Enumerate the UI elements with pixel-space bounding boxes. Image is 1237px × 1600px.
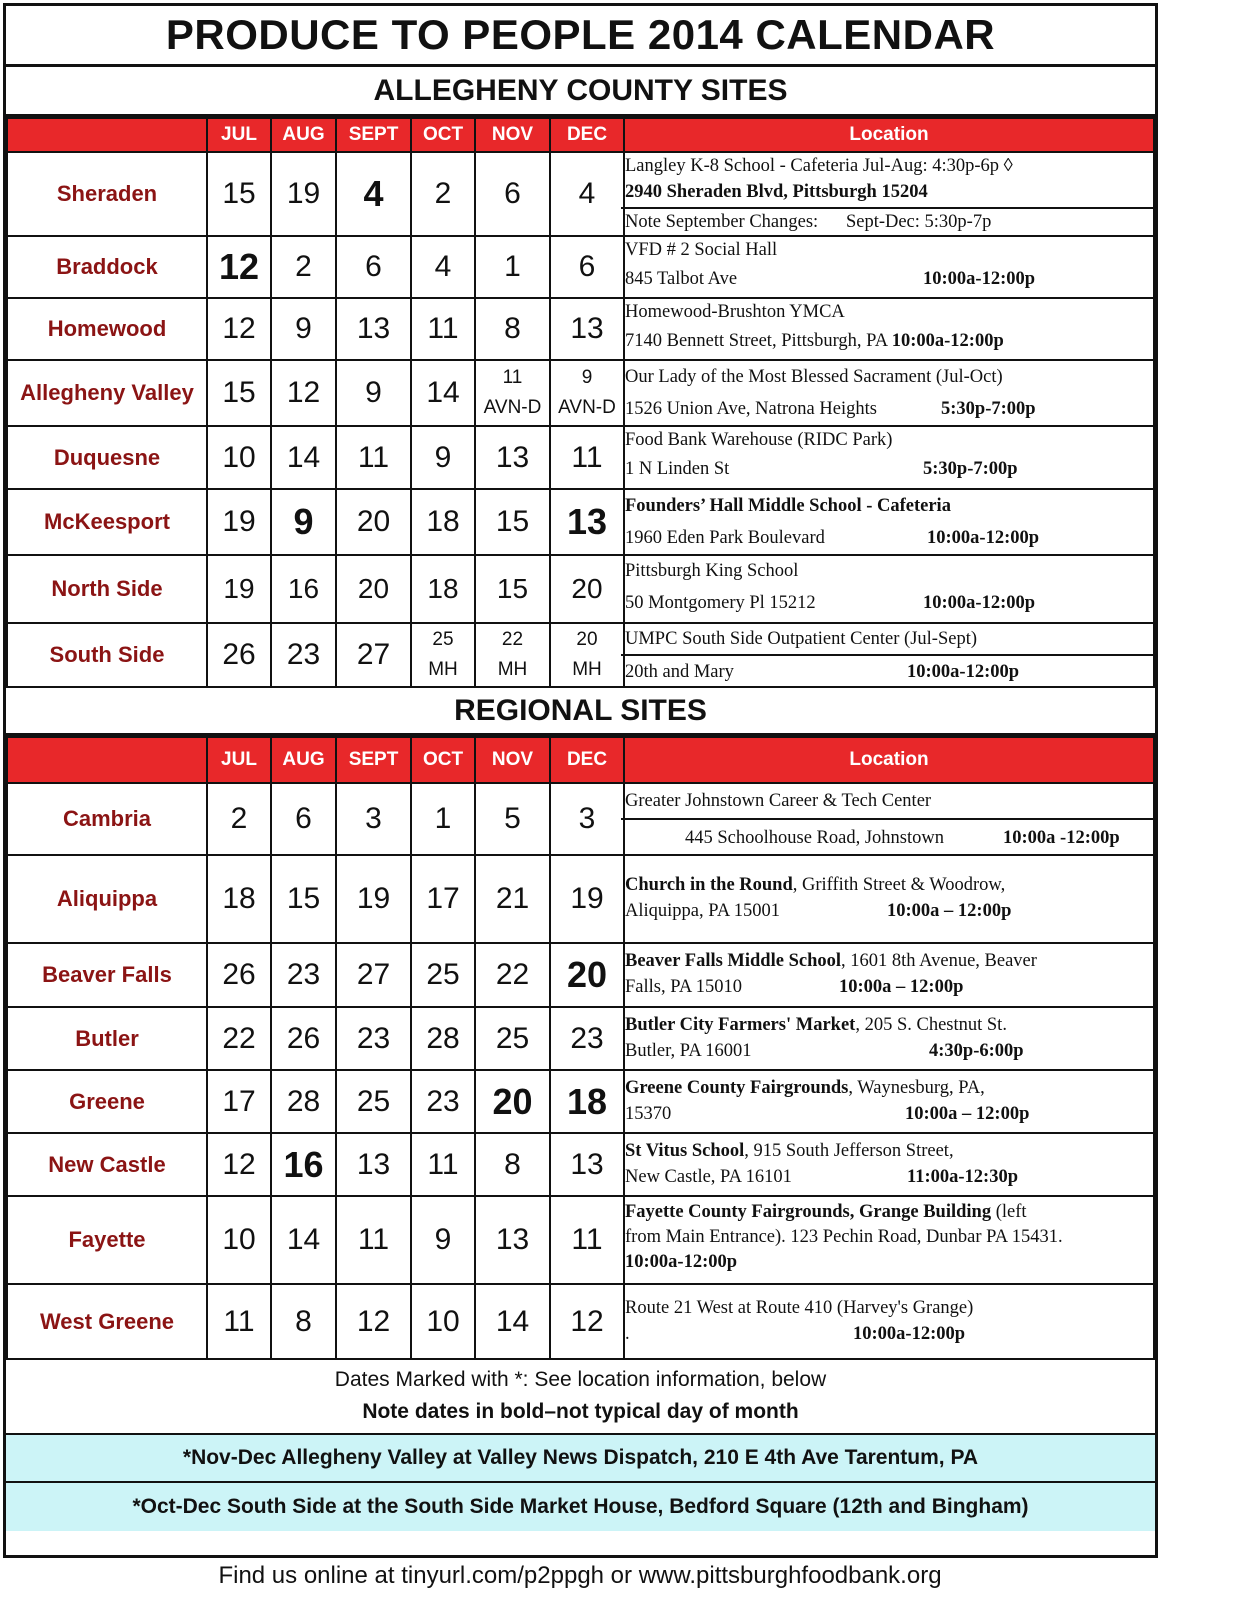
location-line-wrap — [625, 1101, 1153, 1127]
month-header: OCT — [411, 118, 475, 152]
time: 10:00a-12:00p — [853, 1324, 966, 1344]
date-cell: 6 — [550, 236, 624, 298]
date-cell: 13 — [475, 426, 550, 489]
date-cell: 14 — [271, 426, 336, 489]
date-cell: 11 — [550, 1196, 624, 1284]
location-line: Route 21 West at Route 410 (Harvey's Grange) — [625, 1298, 974, 1318]
location-header: Location — [624, 118, 1154, 152]
location-line: 1960 Eden Park Boulevard — [625, 528, 825, 548]
location-line: , Waynesburg, PA, — [848, 1078, 985, 1098]
site-row — [7, 1284, 1154, 1359]
location-line: , Griffith Street & Woodrow, — [792, 875, 1006, 895]
location-line: 845 Talbot Ave — [625, 269, 738, 289]
date-cell: 25 — [475, 1007, 550, 1070]
regional-section-title: REGIONAL SITES — [6, 688, 1155, 736]
date-cell: 9 — [411, 426, 475, 489]
date-cell: 11 — [336, 1196, 411, 1284]
date-cell: 26 — [207, 943, 271, 1007]
time: Sept-Dec: 5:30p-7p — [845, 212, 992, 232]
location-line-wrap — [625, 872, 1153, 898]
month-header: NOV — [475, 118, 550, 152]
date-cell: 15 — [207, 360, 271, 426]
location-line-wrap — [625, 325, 1153, 357]
page-title: PRODUCE TO PEOPLE 2014 CALENDAR — [6, 6, 1155, 67]
site-name: Homewood — [7, 298, 207, 360]
date-cell: 20 — [336, 489, 411, 555]
date-cell: 26 — [207, 623, 271, 687]
date-cell: 1 — [475, 236, 550, 298]
allegheny-section-title: ALLEGHENY COUNTY SITES — [6, 67, 1155, 117]
location-header: Location — [624, 737, 1154, 783]
location-line-wrap — [625, 586, 1153, 618]
date-cell: 15 — [271, 855, 336, 943]
location-line: 1 N Linden St — [625, 459, 730, 479]
date-cell — [475, 360, 550, 426]
site-row — [7, 1070, 1154, 1133]
allegheny-header-row — [7, 118, 1154, 152]
location-line-wrap — [621, 654, 1157, 686]
location-line: 50 Montgomery Pl 15212 — [625, 593, 816, 613]
date-cell: 16 — [271, 555, 336, 623]
date-cell — [550, 360, 624, 426]
location-line: 1526 Union Ave, Natrona Heights — [625, 399, 877, 419]
time: 10:00a-12:00p — [625, 1252, 738, 1272]
site-name: Allegheny Valley — [7, 360, 207, 426]
location-line-wrap — [625, 974, 1153, 1000]
location-line: Food Bank Warehouse (RIDC Park) — [625, 430, 893, 450]
location-cell — [624, 555, 1154, 623]
location-cell — [624, 855, 1154, 943]
allegheny-table — [6, 117, 1155, 688]
date-cell: 12 — [550, 1284, 624, 1359]
location-line: , 915 South Jefferson Street, — [744, 1141, 954, 1161]
date-note: AVN-D — [558, 397, 616, 418]
site-name: Braddock — [7, 236, 207, 298]
site-name: Aliquippa — [7, 855, 207, 943]
site-row — [7, 555, 1154, 623]
date-cell: 9 — [336, 360, 411, 426]
location-line: Greater Johnstown Career & Tech Center — [625, 791, 932, 811]
month-header: AUG — [271, 737, 336, 783]
date-cell: 25 — [336, 1070, 411, 1133]
month-header: SEPT — [336, 118, 411, 152]
date-cell: 13 — [336, 298, 411, 360]
date-cell: 12 — [207, 298, 271, 360]
location-line-wrap — [625, 1012, 1153, 1038]
location-line-wrap — [625, 1200, 1153, 1225]
location-line-wrap — [625, 1075, 1153, 1101]
date-note: MH — [497, 659, 528, 680]
date-cell: 4 — [550, 152, 624, 236]
location-cell — [624, 489, 1154, 555]
date-cell: 15 — [207, 152, 271, 236]
location-cell — [624, 623, 1154, 687]
location-line-wrap — [625, 522, 1153, 552]
location-line: , 205 S. Chestnut St. — [855, 1015, 1007, 1035]
location-cell — [624, 783, 1154, 855]
date-cell: 8 — [271, 1284, 336, 1359]
date-cell: 15 — [475, 555, 550, 623]
month-header: JUL — [207, 118, 271, 152]
time: 10:00a-12:00p — [923, 593, 1036, 613]
location-line: 20th and Mary — [625, 662, 734, 682]
date-note: AVN-D — [483, 397, 542, 418]
site-row — [7, 360, 1154, 426]
date-cell: 22 — [475, 943, 550, 1007]
date-cell: 18 — [411, 489, 475, 555]
date-cell: 2 — [207, 783, 271, 855]
location-note — [621, 207, 1157, 235]
date-cell: 28 — [271, 1070, 336, 1133]
date-cell: 9 — [271, 489, 336, 555]
date-cell: 13 — [550, 1133, 624, 1196]
location-line-wrap — [625, 1321, 1153, 1347]
date-cell: 14 — [475, 1284, 550, 1359]
site-name: South Side — [7, 623, 207, 687]
time: 10:00a-12:00p — [923, 269, 1036, 289]
date-cell: 4 — [336, 152, 411, 236]
location-cell — [624, 1133, 1154, 1196]
date-cell: 11 — [207, 1284, 271, 1359]
date-cell: 5 — [475, 783, 550, 855]
regional-header-row — [7, 737, 1154, 783]
date-note: MH — [428, 659, 458, 680]
date-note: MH — [572, 659, 602, 680]
date-cell: 6 — [475, 152, 550, 236]
location-name: Fayette County Fairgrounds, Grange Building — [625, 1202, 992, 1222]
date-cell: 1 — [411, 783, 475, 855]
site-row — [7, 623, 1154, 687]
date-cell: 10 — [207, 1196, 271, 1284]
date-cell: 22 — [207, 1007, 271, 1070]
date-cell: 23 — [411, 1070, 475, 1133]
date-cell: 17 — [411, 855, 475, 943]
site-row — [7, 236, 1154, 298]
site-row — [7, 943, 1154, 1007]
time: 10:00a-12:00p — [907, 662, 1020, 682]
date-cell: 19 — [271, 152, 336, 236]
location-line: (left — [991, 1202, 1027, 1222]
date-cell: 20 — [550, 943, 624, 1007]
site-name: Beaver Falls — [7, 943, 207, 1007]
site-name: West Greene — [7, 1284, 207, 1359]
date-value: 25 — [432, 629, 454, 650]
site-row — [7, 1196, 1154, 1284]
regional-table — [6, 736, 1155, 1360]
date-cell: 23 — [550, 1007, 624, 1070]
time: 10:00a – 12:00p — [905, 1104, 1030, 1124]
date-cell: 6 — [271, 783, 336, 855]
location-line: , 1601 8th Avenue, Beaver — [841, 951, 1037, 971]
location-line: . — [625, 1324, 630, 1344]
location-name: Church in the Round — [625, 875, 793, 895]
site-name: Greene — [7, 1070, 207, 1133]
date-cell: 15 — [475, 489, 550, 555]
site-row — [7, 489, 1154, 555]
location-name: Beaver Falls Middle School — [625, 951, 842, 971]
date-cell: 2 — [271, 236, 336, 298]
location-line: Falls, PA 15010 — [625, 977, 743, 997]
location-line: Founders’ Hall Middle School - Cafeteria — [625, 496, 951, 516]
location-cell — [624, 943, 1154, 1007]
date-cell: 19 — [550, 855, 624, 943]
location-line-wrap — [625, 393, 1153, 423]
calendar-sheet — [3, 3, 1158, 1558]
location-cell — [624, 426, 1154, 489]
site-name: Cambria — [7, 783, 207, 855]
date-cell: 3 — [336, 783, 411, 855]
location-line: 445 Schoolhouse Road, Johnstown — [685, 828, 944, 848]
month-header: DEC — [550, 118, 624, 152]
month-header: AUG — [271, 118, 336, 152]
date-cell — [475, 623, 550, 687]
time: 10:00a-12:00p — [927, 528, 1040, 548]
date-cell: 26 — [271, 1007, 336, 1070]
date-cell: 23 — [271, 623, 336, 687]
location-name: Greene County Fairgrounds — [625, 1078, 849, 1098]
date-cell: 18 — [207, 855, 271, 943]
date-cell: 10 — [411, 1284, 475, 1359]
date-cell: 6 — [336, 236, 411, 298]
date-cell: 13 — [336, 1133, 411, 1196]
date-cell: 18 — [550, 1070, 624, 1133]
date-cell: 19 — [207, 555, 271, 623]
location-cell — [624, 360, 1154, 426]
site-name: New Castle — [7, 1133, 207, 1196]
date-cell: 19 — [336, 855, 411, 943]
location-line-wrap — [625, 898, 1153, 924]
month-header: JUL — [207, 737, 271, 783]
time: 10:00a-12:00p — [891, 331, 1004, 351]
time: 10:00a – 12:00p — [887, 901, 1012, 921]
location-line: Butler, PA 16001 — [625, 1041, 752, 1061]
date-cell: 11 — [411, 298, 475, 360]
date-cell: 21 — [475, 855, 550, 943]
date-cell: 20 — [475, 1070, 550, 1133]
time: 11:00a-12:30p — [907, 1167, 1018, 1187]
time: 4:30p-6:00p — [929, 1041, 1024, 1061]
date-cell — [411, 623, 475, 687]
location-line-wrap — [625, 263, 1153, 293]
note-text: Note September Changes: — [625, 212, 819, 232]
location-line-wrap — [625, 948, 1153, 974]
date-cell: 25 — [411, 943, 475, 1007]
header-blank — [7, 118, 207, 152]
site-name: McKeesport — [7, 489, 207, 555]
date-cell: 20 — [336, 555, 411, 623]
footnote-south-side: *Oct-Dec South Side at the South Side Market House, Bedford Square (12th and Bingham) — [6, 1483, 1155, 1531]
location-cell — [624, 1070, 1154, 1133]
location-line: from Main Entrance). 123 Pechin Road, Dunbar PA 15431. — [625, 1227, 1063, 1247]
location-line: Our Lady of the Most Blessed Sacrament (Jul-Oct) — [625, 367, 1003, 387]
date-cell — [550, 623, 624, 687]
site-name: North Side — [7, 555, 207, 623]
date-cell: 11 — [336, 426, 411, 489]
footnote-allegheny-valley: *Nov-Dec Allegheny Valley at Valley News Dispatch, 210 E 4th Ave Tarentum, PA — [6, 1435, 1155, 1483]
date-cell: 12 — [336, 1284, 411, 1359]
site-row — [7, 152, 1154, 236]
location-line-wrap — [625, 1038, 1153, 1064]
month-header: NOV — [475, 737, 550, 783]
date-cell: 9 — [411, 1196, 475, 1284]
site-name: Fayette — [7, 1196, 207, 1284]
site-row — [7, 855, 1154, 943]
date-cell: 12 — [207, 236, 271, 298]
location-cell — [624, 1007, 1154, 1070]
location-cell — [624, 298, 1154, 360]
time: 5:30p-7:00p — [923, 459, 1018, 479]
location-cell — [624, 1196, 1154, 1284]
location-cell — [624, 1284, 1154, 1359]
location-line-wrap — [625, 453, 1153, 483]
date-cell: 17 — [207, 1070, 271, 1133]
site-name: Duquesne — [7, 426, 207, 489]
date-cell: 10 — [207, 426, 271, 489]
date-cell: 27 — [336, 623, 411, 687]
notes-line-2: Note dates in bold–not typical day of month — [362, 1400, 799, 1423]
location-line: Pittsburgh King School — [625, 561, 799, 581]
date-cell: 13 — [550, 298, 624, 360]
footer-website: Find us online at tinyurl.com/p2ppgh or www.pittsburghfoodbank.org — [218, 1562, 942, 1589]
site-row — [7, 1133, 1154, 1196]
date-cell: 23 — [336, 1007, 411, 1070]
location-line: Homewood-Brushton YMCA — [625, 302, 845, 322]
location-line: 15370 — [625, 1104, 672, 1124]
date-cell: 16 — [271, 1133, 336, 1196]
date-cell: 8 — [475, 1133, 550, 1196]
site-name: Sheraden — [7, 152, 207, 236]
date-cell: 14 — [411, 360, 475, 426]
site-row — [7, 426, 1154, 489]
location-cell — [624, 152, 1154, 236]
date-value: 22 — [501, 629, 524, 650]
date-cell: 9 — [271, 298, 336, 360]
location-name: Butler City Farmers' Market — [625, 1015, 856, 1035]
header-blank — [7, 737, 207, 783]
month-header: OCT — [411, 737, 475, 783]
location-line: New Castle, PA 16101 — [625, 1167, 792, 1187]
location-line: UMPC South Side Outpatient Center (Jul-Sept) — [625, 629, 977, 649]
time: 5:30p-7:00p — [941, 399, 1036, 419]
location-line: Langley K-8 School - Cafeteria Jul-Aug: 4:30p-6p ◊ — [625, 156, 1013, 176]
location-line: 7140 Bennett Street, Pittsburgh, PA — [625, 331, 888, 351]
date-cell: 18 — [411, 555, 475, 623]
date-cell: 19 — [207, 489, 271, 555]
date-cell: 8 — [475, 298, 550, 360]
date-cell: 23 — [271, 943, 336, 1007]
month-header: SEPT — [336, 737, 411, 783]
location-line: 2940 Sheraden Blvd, Pittsburgh 15204 — [625, 182, 928, 202]
location-name: St Vitus School — [625, 1141, 745, 1161]
site-name: Butler — [7, 1007, 207, 1070]
site-row — [7, 1007, 1154, 1070]
date-cell: 14 — [271, 1196, 336, 1284]
date-cell: 3 — [550, 783, 624, 855]
location-line-wrap — [625, 1138, 1153, 1164]
date-cell: 20 — [550, 555, 624, 623]
date-cell: 12 — [207, 1133, 271, 1196]
location-line: VFD # 2 Social Hall — [625, 240, 778, 260]
location-line-wrap — [625, 1164, 1153, 1190]
notes-line-1: Dates Marked with *: See location information, below — [334, 1368, 827, 1391]
date-cell: 4 — [411, 236, 475, 298]
date-cell: 28 — [411, 1007, 475, 1070]
date-cell: 13 — [550, 489, 624, 555]
location-cell — [624, 236, 1154, 298]
date-value: 9 — [581, 367, 593, 388]
month-header: DEC — [550, 737, 624, 783]
date-cell: 2 — [411, 152, 475, 236]
date-value: 20 — [576, 629, 598, 650]
date-cell: 11 — [411, 1133, 475, 1196]
location-line: Aliquippa, PA 15001 — [625, 901, 781, 921]
location-line-wrap — [621, 818, 1157, 854]
notes-box — [6, 1360, 1155, 1435]
time: 10:00a – 12:00p — [839, 977, 964, 997]
date-cell: 13 — [475, 1196, 550, 1284]
site-row — [7, 298, 1154, 360]
time: 10:00a -12:00p — [1003, 828, 1120, 848]
date-value: 11 — [502, 367, 523, 388]
date-cell: 11 — [550, 426, 624, 489]
site-row — [7, 783, 1154, 855]
date-cell: 27 — [336, 943, 411, 1007]
date-cell: 12 — [271, 360, 336, 426]
